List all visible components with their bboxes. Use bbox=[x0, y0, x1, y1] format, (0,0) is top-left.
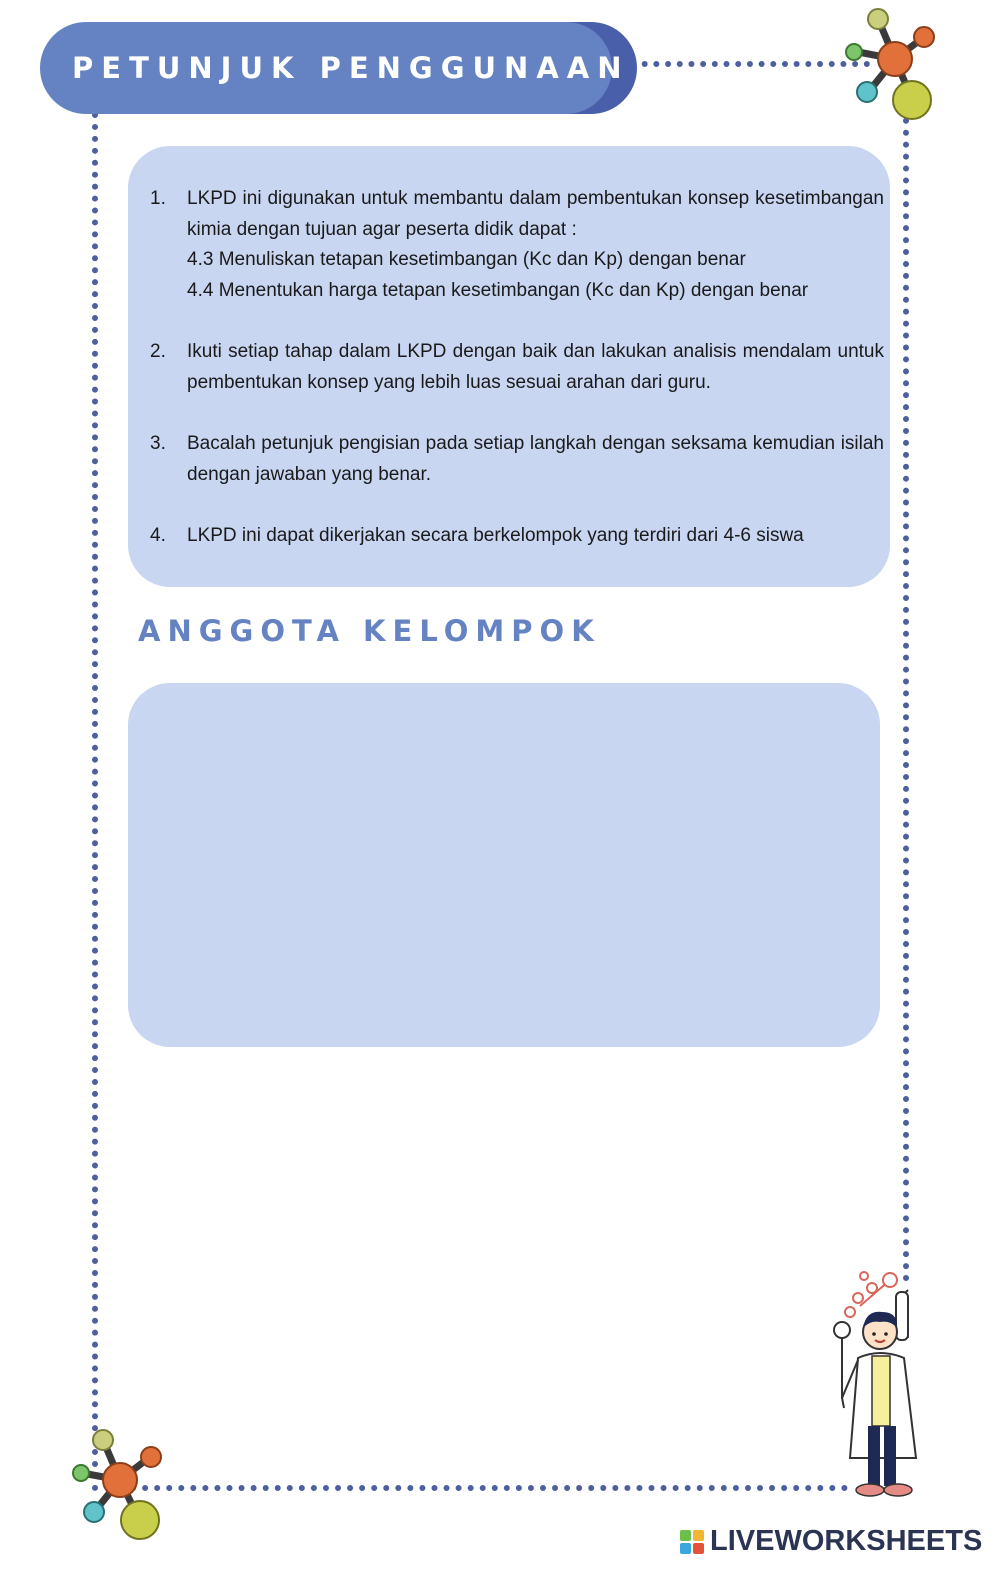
liveworksheets-logo-icon bbox=[680, 1530, 704, 1554]
frame-right-border bbox=[903, 82, 909, 1282]
instruction-subpoint-4-3: 4.3 Menuliskan tetapan kesetimbangan (Kc dan Kp) dengan benar bbox=[187, 249, 746, 270]
molecule-icon bbox=[70, 1425, 170, 1545]
instruction-text: Ikuti setiap tahap dalam LKPD dengan baik dan lakukan analisis mendalam untuk pembentukan konsep yang lebih luas sesuai arahan dari guru. bbox=[187, 341, 884, 393]
molecule-icon bbox=[840, 4, 940, 124]
instruction-subpoint-4-4: 4.4 Menentukan harga tetapan kesetimbangan (Kc dan Kp) dengan benar bbox=[187, 279, 809, 301]
title-banner bbox=[40, 22, 630, 114]
instructions-list bbox=[150, 184, 884, 552]
scientist-illustration bbox=[820, 1268, 950, 1508]
frame-bottom-border bbox=[118, 1485, 848, 1491]
instruction-text: Bacalah petunjuk pengisian pada setiap langkah dengan seksama kemudian isilah dengan jawaban yang benar. bbox=[187, 433, 884, 485]
instruction-item-3 bbox=[150, 429, 884, 490]
members-title: ANGGOTA KELOMPOK bbox=[138, 614, 601, 648]
frame-top-border bbox=[630, 61, 870, 67]
liveworksheets-watermark bbox=[680, 1525, 982, 1558]
instruction-item-2 bbox=[150, 337, 884, 398]
instruction-text: LKPD ini dapat dikerjakan secara berkelompok yang terdiri dari 4-6 siswa bbox=[187, 525, 804, 546]
instruction-text: LKPD ini digunakan untuk membantu dalam pembentukan konsep kesetimbangan kimia dengan tujuan agar peserta didik dapat : bbox=[187, 188, 884, 240]
instruction-number: 2. bbox=[150, 341, 166, 362]
instruction-item-4 bbox=[150, 521, 884, 552]
instruction-number: 1. bbox=[150, 188, 166, 209]
instruction-number: 3. bbox=[150, 433, 166, 454]
members-input-box[interactable] bbox=[128, 683, 880, 1047]
instructions-box bbox=[128, 146, 890, 587]
watermark-text: LIVEWORKSHEETS bbox=[710, 1525, 983, 1557]
instruction-item-1 bbox=[150, 184, 884, 306]
page-title: PETUNJUK PENGGUNAAN bbox=[72, 51, 630, 85]
instruction-number: 4. bbox=[150, 525, 166, 546]
frame-left-border bbox=[92, 112, 98, 1492]
